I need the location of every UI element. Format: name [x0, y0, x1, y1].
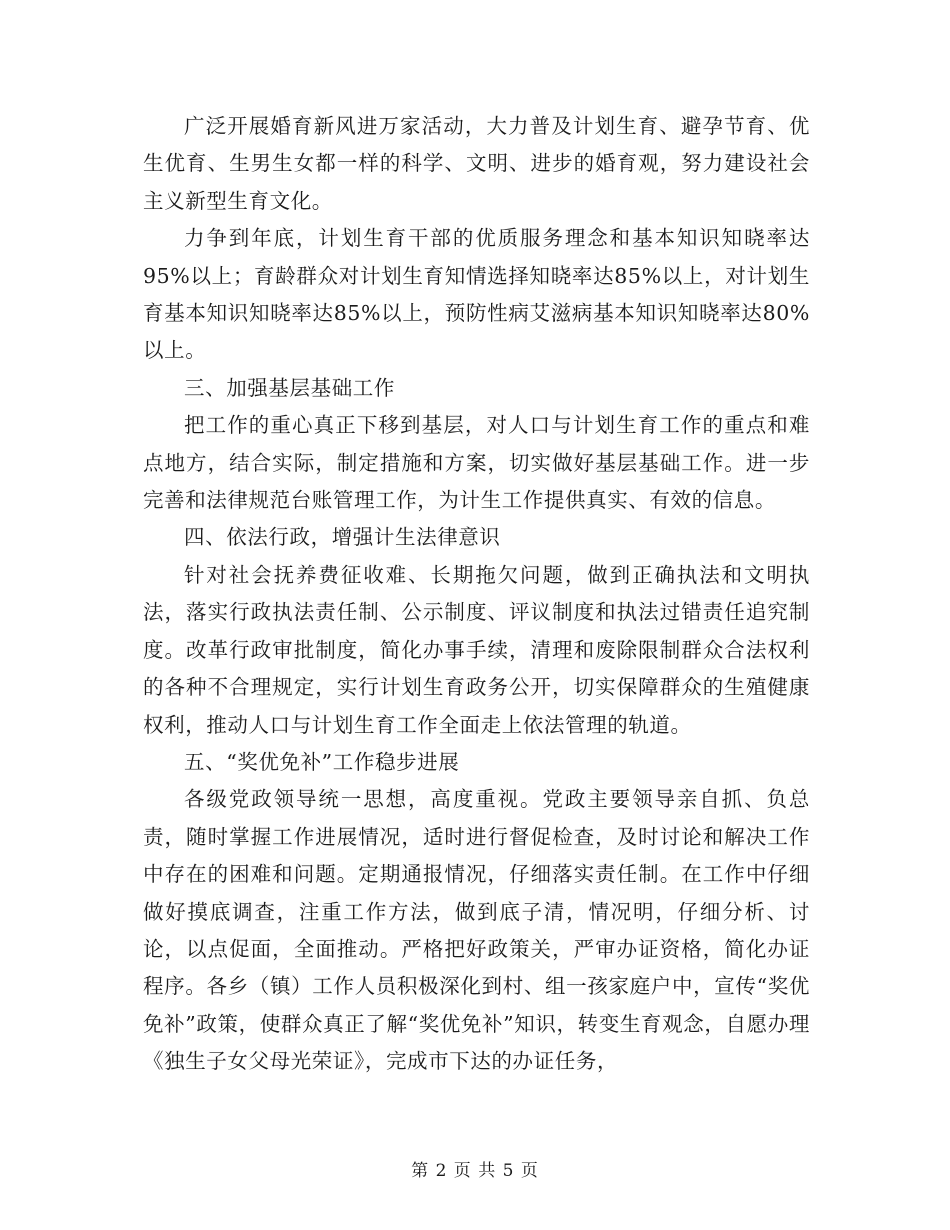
paragraph-grassroots-work: 把工作的重心真正下移到基层，对人口与计划生育工作的重点和难点地方，结合实际，制定措施和方案，切实做好基层基础工作。进一步完善和法律规范台账管理工作，为计生工作提供真实、有效的信息。: [143, 413, 810, 513]
paragraph-reward-policy: 各级党政领导统一思想，高度重视。党政主要领导亲自抓、负总责，随时掌握工作进展情况，适时进行督促检查，及时讨论和解决工作中存在的困难和问题。定期通报情况，仔细落实责任制。在工作中仔细做好摸底调查，注重工作方法，做到底子清，情况明，仔细分析、讨论，以点促面，全面推动。严格把好政策关，严审办证资格，简化办证程序。各乡（镇）工作人员积极深化到村、组一孩家庭户中，宣传“奖优免补”政策，使群众真正了解“奖优免补”知识，转变生育观念，自愿办理《独生子女父母光荣证》，完成市下达的办证任务，: [143, 787, 810, 1074]
section-heading-5: 五、“奖优免补”工作稳步进展: [184, 749, 460, 774]
section-heading-3: 三、加强基层基础工作: [184, 375, 395, 400]
paragraph-law-enforcement: 针对社会抚养费征收难、长期拖欠问题，做到正确执法和文明执法，落实行政执法责任制、公示制度、评议制度和执法过错责任追究制度。改革行政审批制度，简化办事手续，清理和废除限制群众合法权利的各种不合理规定，实行计划生育政务公开，切实保障群众的生殖健康权利，推动人口与计划生育工作全面走上依法管理的轨道。: [143, 562, 810, 737]
page-number-label: 第 2 页 共 5 页: [411, 1161, 539, 1181]
paragraph-marriage-culture: 广泛开展婚育新风进万家活动，大力普及计划生育、避孕节育、优生优育、生男生女都一样的科学、文明、进步的婚育观，努力建设社会主义新型生育文化。: [143, 114, 810, 213]
page-footer: [0, 1156, 950, 1181]
document-body: [143, 108, 810, 1081]
section-heading-4: 四、依法行政，增强计生法律意识: [184, 525, 501, 550]
paragraph-awareness-targets: 力争到年底，计划生育干部的优质服务理念和基本知识知晓率达95%以上；育龄群众对计划生育知情选择知晓率达85%以上，对计划生育基本知识知晓率达85%以上，预防性病艾滋病基本知识知晓率达80%以上。: [143, 226, 810, 363]
